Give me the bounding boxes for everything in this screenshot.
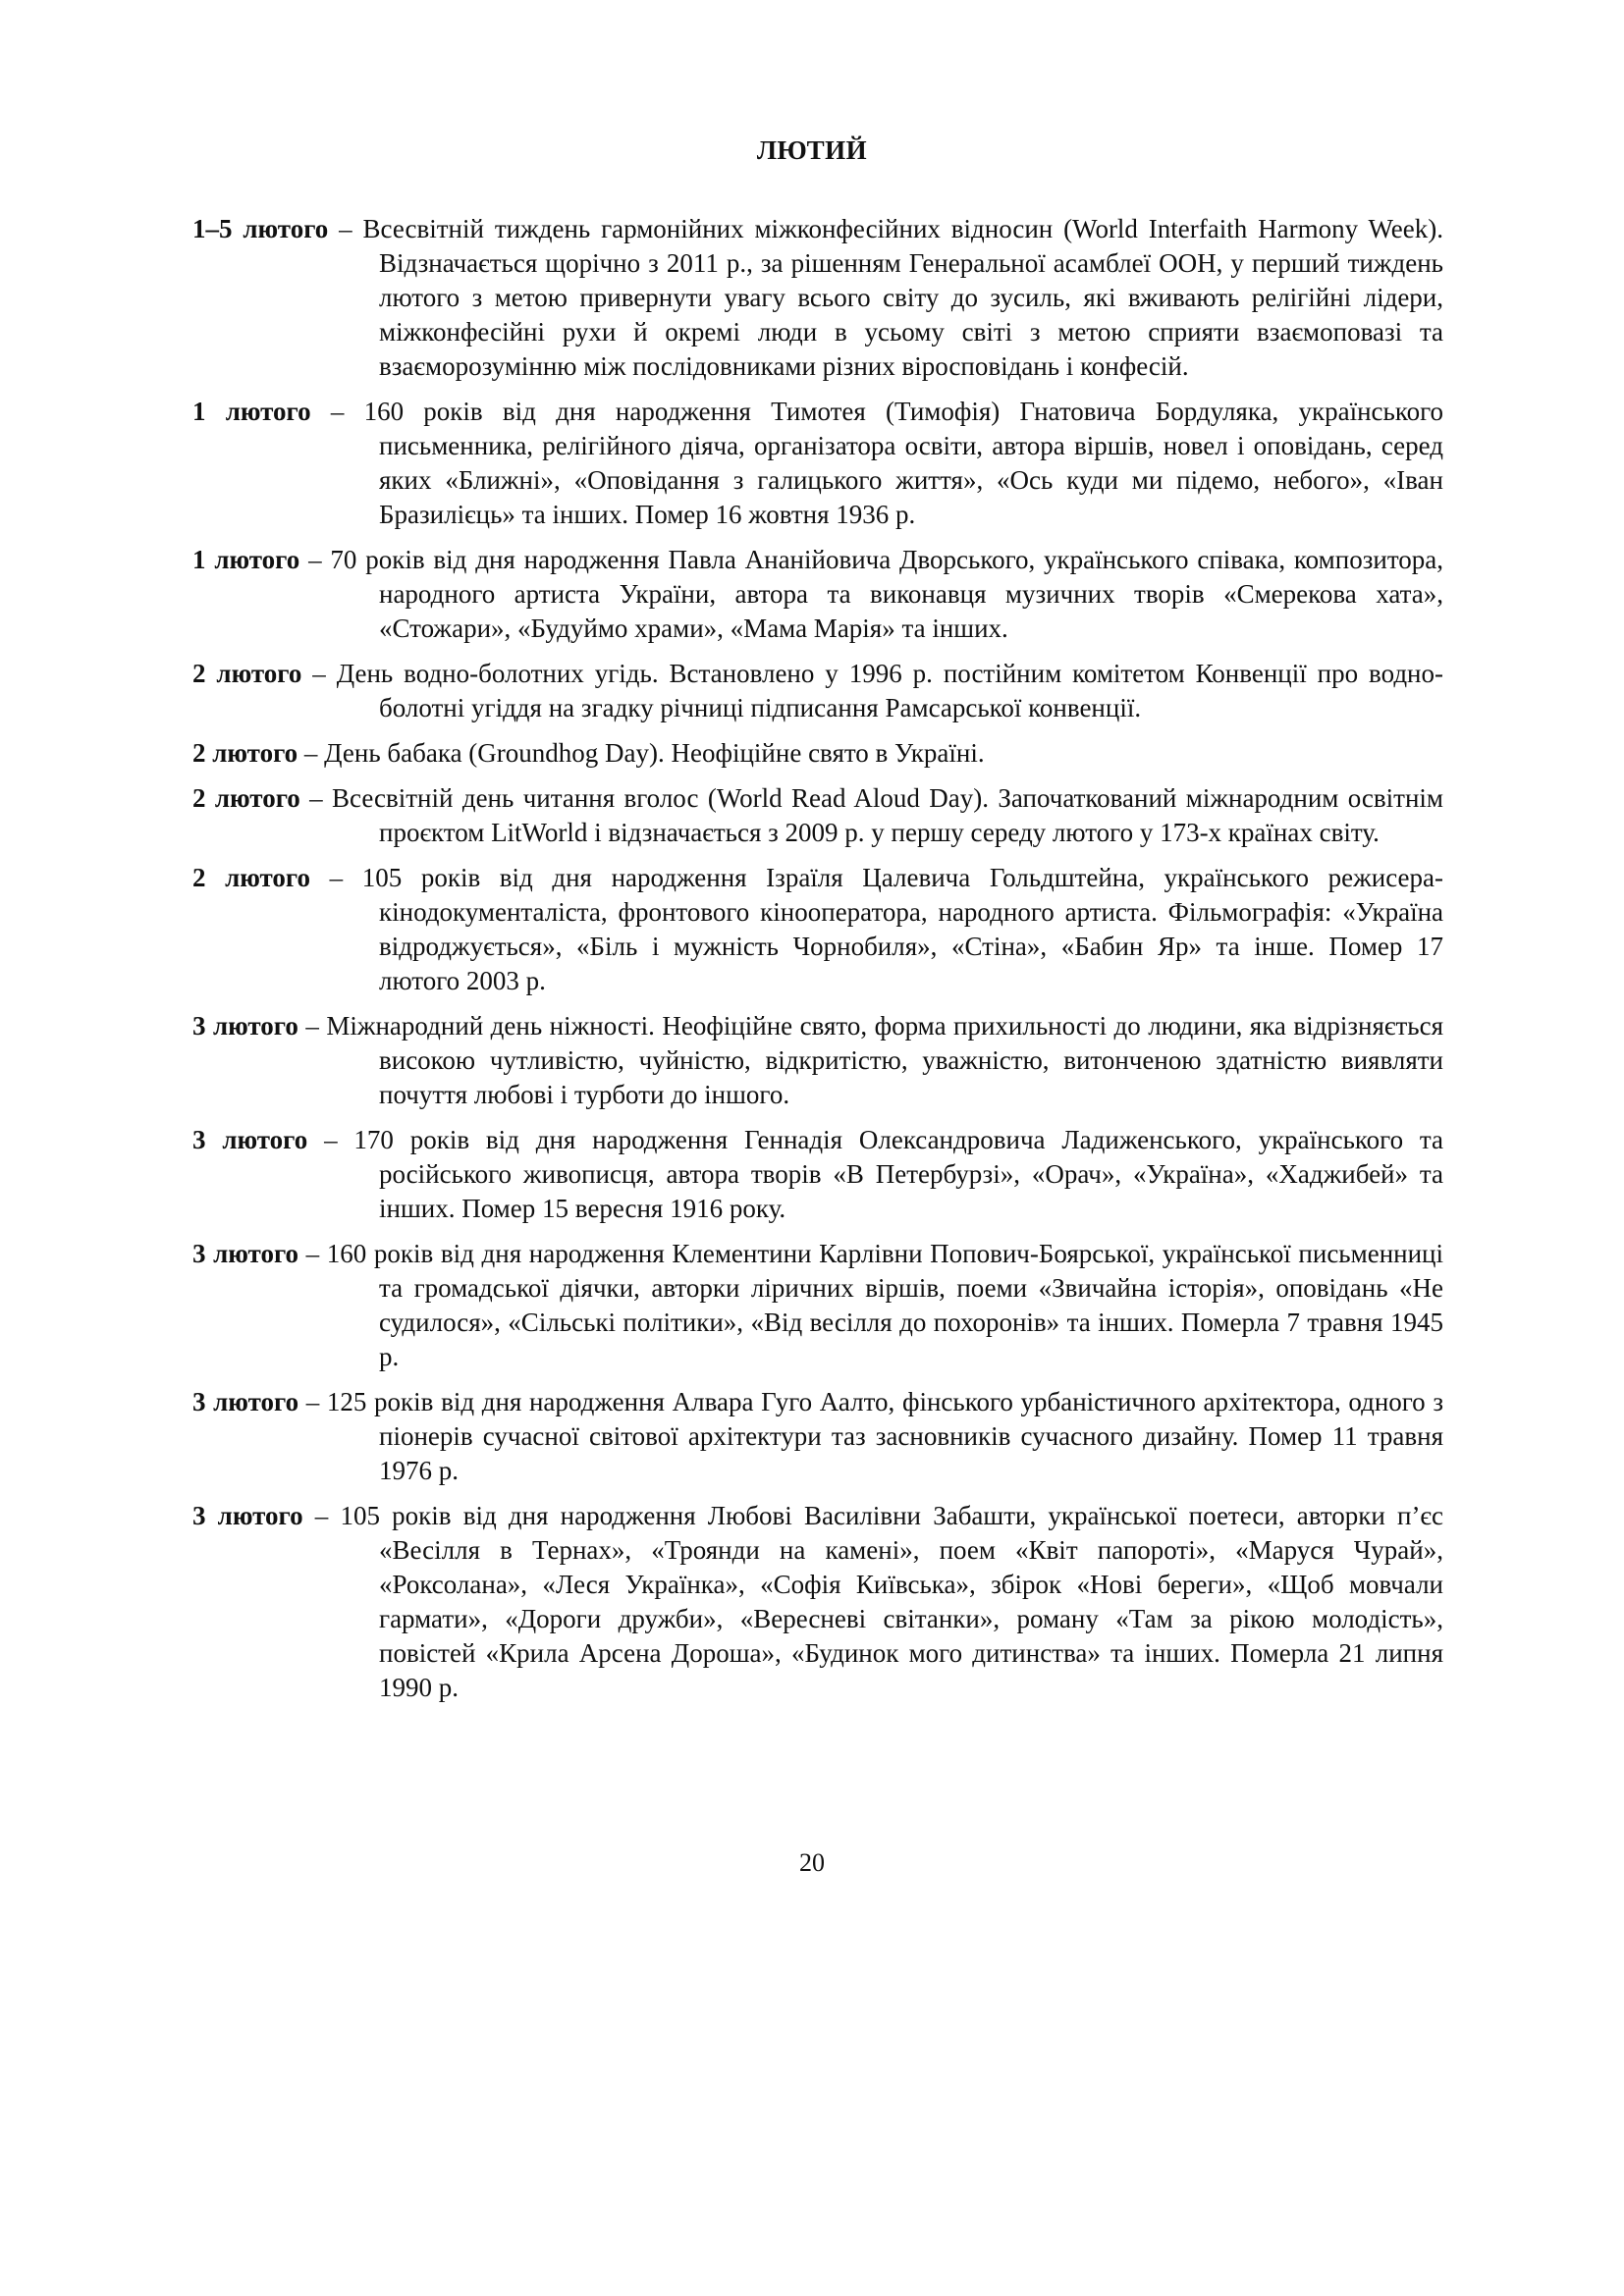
calendar-entry <box>192 1009 1443 1112</box>
entry-text: – 105 років від дня народження Ізраїля Цалевича Гольдштейна, українського режисера-кінодокументаліста, фронтового кінооператора, народного артиста. Фільмографія: «Україна відроджується», «Біль і мужність Чорнобиля», «Стіна», «Бабин Яр» та інше. Помер 17 лютого 2003 р. <box>310 863 1444 995</box>
entry-text: – Міжнародний день ніжності. Неофіційне свято, форма прихильності до людини, яка відрізняється високою чутливістю, чуйністю, відкритістю, уважністю, витонченою здатністю виявляти почуття любові і турботи до іншого. <box>298 1011 1444 1109</box>
entry-date: 1 лютого <box>192 545 300 574</box>
calendar-entries <box>192 212 1443 1716</box>
entry-date: 2 лютого <box>192 863 311 892</box>
entry-text: – 170 років від дня народження Геннадія Олександровича Ладиженського, українського та російського живописця, автора творів «В Петербурзі», «Орач», «Україна», «Хаджибей» та інших. Помер 15 вересня 1916 року. <box>307 1125 1443 1223</box>
calendar-entry <box>192 1123 1443 1226</box>
entry-date: 3 лютого <box>192 1239 299 1268</box>
entry-date: 2 лютого <box>192 659 302 688</box>
calendar-entry <box>192 861 1443 998</box>
calendar-entry <box>192 1237 1443 1374</box>
entry-date: 1–5 лютого <box>192 214 329 243</box>
entry-text: – 125 років від дня народження Алвара Гуго Аалто, фінського урбаністичного архітектора, одного з піонерів сучасної світової архітектури таз засновників сучасного дизайну. Помер 11 травня 1976 р. <box>298 1387 1443 1485</box>
entry-text: – День бабака (Groundhog Day). Неофіційне свято в Україні. <box>298 738 985 768</box>
entry-date: 1 лютого <box>192 397 311 426</box>
calendar-entry <box>192 736 1443 771</box>
entry-text: – 160 років від дня народження Тимотея (Тимофія) Гнатовича Бордуляка, українського письменника, релігійного діяча, організатора освіти, автора віршів, новел і оповідань, серед яких «Ближні», «Оповідання з галицького життя», «Ось куди ми підемо, небого», «Іван Бразилієць» та інших. Помер 16 жовтня 1936 р. <box>310 397 1443 529</box>
entry-date: 3 лютого <box>192 1501 303 1530</box>
entry-text: – Всесвітній день читання вголос (World Read Aloud Day). Започаткований міжнародним освітнім проєктом LitWorld і відзначається з 2009 р. у першу середу лютого у 173-х країнах світу. <box>299 783 1443 847</box>
entry-date: 2 лютого <box>192 738 298 768</box>
entry-text: – День водно-болотних угідь. Встановлено у 1996 р. постійним комітетом Конвенції про водно-болотні угіддя на згадку річниці підписання Рамсарської конвенції. <box>301 659 1443 722</box>
page-title: ЛЮТИЙ <box>756 135 868 165</box>
entry-date: 2 лютого <box>192 783 300 813</box>
calendar-entry <box>192 1499 1443 1705</box>
entry-date: 3 лютого <box>192 1387 299 1416</box>
entry-date: 3 лютого <box>192 1125 308 1154</box>
page-number: 20 <box>799 1848 825 1877</box>
calendar-entry <box>192 657 1443 725</box>
calendar-entry <box>192 543 1443 646</box>
calendar-entry <box>192 395 1443 532</box>
entry-text: – Всесвітній тиждень гармонійних міжконфесійних відносин (World Interfaith Harmony Week). Відзначається щорічно з 2011 р., за рішенням Генеральної асамблеї ООН, у перший тиждень лютого з метою привернути увагу всього світу до зусиль, які вживають релігійні лідери, міжконфесійні рухи й окремі люди в усьому світі з метою сприяти взаємоповазі та взаєморозумінню між послідовниками різних віросповідань і конфесій. <box>328 214 1444 381</box>
entry-date: 3 лютого <box>192 1011 298 1041</box>
entry-text: – 160 років від дня народження Клементини Карлівни Попович-Боярської, української письменниці та громадської діячки, авторки ліричних віршів, поеми «Звичайна історія», оповідань «Не судилося», «Сільські політики», «Від весілля до похоронів» та інших. Померла 7 травня 1945 р. <box>298 1239 1443 1371</box>
calendar-entry <box>192 212 1443 384</box>
entry-text: – 105 років від дня народження Любові Василівни Забашти, української поетеси, авторки п’єс «Весілля в Тернах», «Троянди на камені», поем «Квіт папороті», «Маруся Чурай», «Роксолана», «Леся Українка», «Софія Київська», збірок «Нові береги», «Щоб мовчали гармати», «Дороги дружби», «Вересневі світанки», роману «Там за рікою молодість», повістей «Крила Арсена Дороша», «Будинок мого дитинства» та інших. Померла 21 липня 1990 р. <box>302 1501 1444 1702</box>
entry-text: – 70 років від дня народження Павла Ананійовича Дворського, українського співака, композитора, народного артиста України, автора та виконавця музичних творів «Смерекова хата», «Стожари», «Будуймо храми», «Мама Марія» та інших. <box>299 545 1443 643</box>
calendar-entry <box>192 1385 1443 1488</box>
calendar-entry <box>192 781 1443 850</box>
